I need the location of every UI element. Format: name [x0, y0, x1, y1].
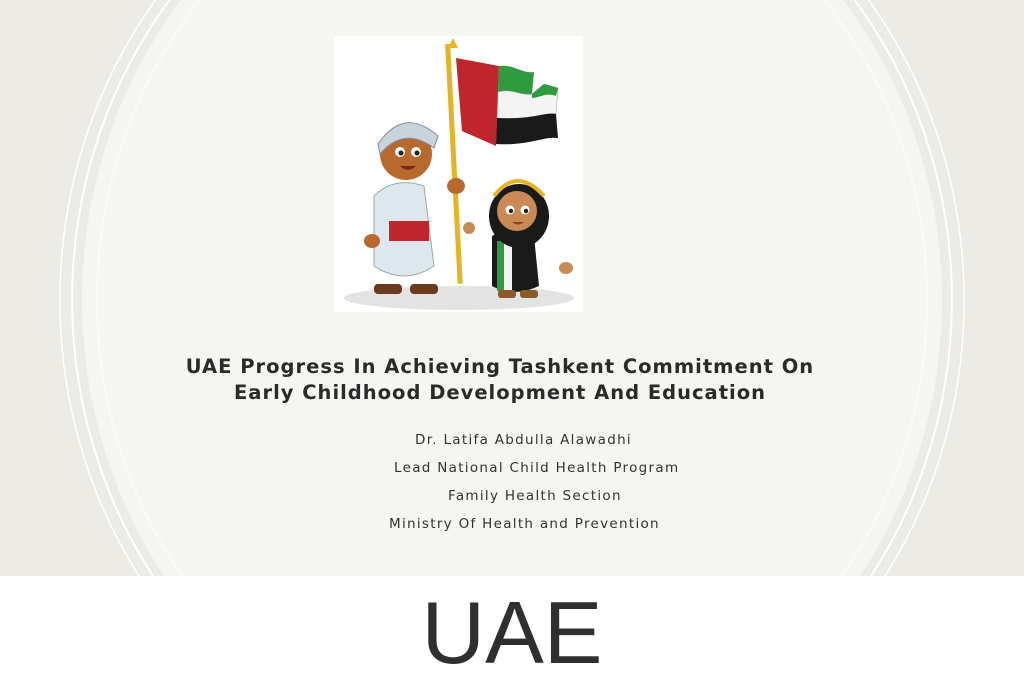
author-role: Lead National Child Health Program: [394, 460, 680, 476]
footer-label: UAE: [421, 583, 603, 682]
slide-title: [0, 354, 1000, 406]
title-line-1: UAE Progress In Achieving Tashkent Commitment On: [185, 355, 815, 378]
footer-band: [0, 576, 1024, 683]
children-flag-illustration: [334, 36, 583, 312]
author-ministry: Ministry Of Health and Prevention: [389, 516, 660, 532]
title-line-2: Early Childhood Development And Education: [233, 381, 767, 404]
author-section: Family Health Section: [448, 488, 622, 504]
author-name: Dr. Latifa Abdulla Alawadhi: [415, 432, 632, 448]
